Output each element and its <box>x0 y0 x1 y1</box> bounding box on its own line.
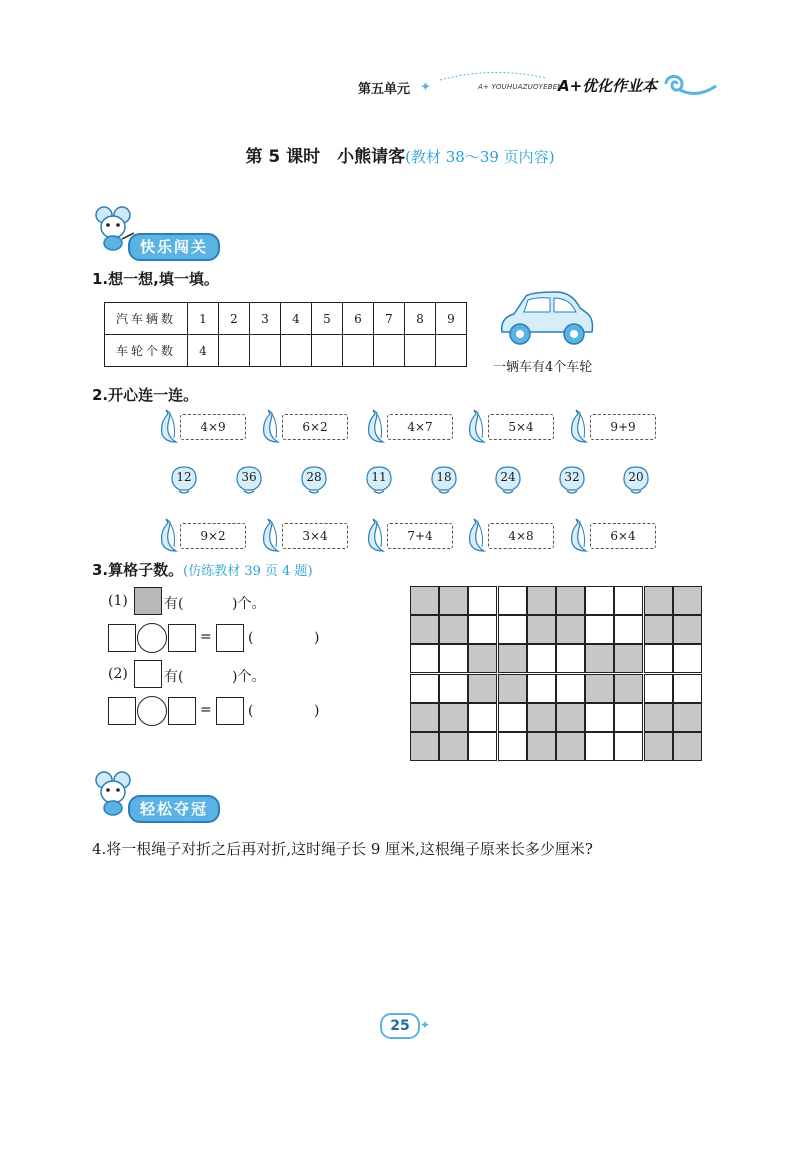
table-cell: 8 <box>405 303 436 335</box>
grid-cell-white <box>614 703 643 732</box>
banana-card[interactable] <box>464 517 554 551</box>
grid-cell-gray <box>644 615 673 644</box>
car-wheel-table <box>104 302 467 367</box>
banana-icon <box>156 517 180 553</box>
grid-cell-gray <box>410 703 439 732</box>
grid-cell-white <box>644 644 673 673</box>
answer-cell[interactable] <box>281 335 312 367</box>
gray-square-sample <box>134 587 162 615</box>
table-cell: 2 <box>219 303 250 335</box>
unit-label: 第五单元 <box>358 82 411 97</box>
banana-expression: 4×8 <box>488 523 554 549</box>
banana-expression: 9+9 <box>590 414 656 440</box>
grid-cell-gray <box>498 644 527 673</box>
table-cell: 9 <box>436 303 467 335</box>
grid-cell-gray <box>439 732 468 761</box>
grid-cell-white <box>585 615 614 644</box>
banana-card[interactable] <box>464 408 554 442</box>
number-bulb[interactable] <box>428 464 460 496</box>
answer-cell[interactable] <box>436 335 467 367</box>
grid-cell-gray <box>673 586 702 615</box>
grid-cell-white <box>585 703 614 732</box>
grid-cell-gray <box>527 732 556 761</box>
table-cell: 6 <box>343 303 374 335</box>
paren-open: ( <box>248 630 254 646</box>
grid-cell-gray <box>644 586 673 615</box>
page-number: 25 <box>380 1013 420 1039</box>
part-2-number: (2) <box>108 666 128 682</box>
table-row <box>105 303 467 335</box>
paren-close: ) <box>314 703 320 719</box>
grid-cell-white <box>498 703 527 732</box>
grid-cell-white <box>585 732 614 761</box>
answer-box[interactable] <box>216 624 244 652</box>
grid-cell-white <box>556 644 585 673</box>
grid-cell-white <box>498 586 527 615</box>
grid-cell-gray <box>439 615 468 644</box>
part-1-suffix: )个。 <box>232 596 266 612</box>
banana-expression: 3×4 <box>282 523 348 549</box>
star-icon: ✦ <box>420 80 431 95</box>
banana-icon <box>363 517 387 553</box>
grid-cell-white <box>614 586 643 615</box>
bulb-number: 18 <box>436 470 452 484</box>
header-dotted-arc <box>438 70 548 82</box>
grid-cell-gray <box>556 732 585 761</box>
banana-card[interactable] <box>363 517 453 551</box>
paren-close: ) <box>314 630 320 646</box>
grid-cell-gray <box>585 674 614 703</box>
grid-cell-gray <box>673 615 702 644</box>
grid-cell-gray <box>673 703 702 732</box>
operator-circle[interactable] <box>137 623 167 653</box>
table-cell: 7 <box>374 303 405 335</box>
grid-cell-gray <box>556 615 585 644</box>
grid-cell-gray <box>614 644 643 673</box>
banana-card[interactable] <box>566 517 656 551</box>
part-2-suffix: )个。 <box>232 669 266 685</box>
part-1-number: (1) <box>108 593 128 609</box>
grid-cell-white <box>468 615 497 644</box>
banana-icon <box>464 517 488 553</box>
number-bulb[interactable] <box>556 464 588 496</box>
grid-cell-white <box>644 674 673 703</box>
bulb-number: 20 <box>628 470 644 484</box>
part-1-has: 有( <box>164 596 184 612</box>
table-cell: 3 <box>250 303 281 335</box>
grid-cell-white <box>439 674 468 703</box>
banana-expression: 9×2 <box>180 523 246 549</box>
star-icon: ✦ <box>420 1018 431 1032</box>
grid-cell-gray <box>439 703 468 732</box>
grid-cell-gray <box>468 674 497 703</box>
car-icon <box>496 288 596 352</box>
grid-cell-gray <box>644 703 673 732</box>
banana-card[interactable] <box>156 408 246 442</box>
grid-cell-gray <box>644 732 673 761</box>
grid-cell-gray <box>673 732 702 761</box>
grid-cell-white <box>410 674 439 703</box>
answer-box[interactable] <box>108 697 136 725</box>
answer-cell[interactable] <box>343 335 374 367</box>
grid-cell-white <box>673 674 702 703</box>
banana-icon <box>464 408 488 444</box>
banana-expression: 6×2 <box>282 414 348 440</box>
brand-title: A+优化作业本 <box>558 77 658 95</box>
answer-cell[interactable] <box>250 335 281 367</box>
lesson-ref: (教材 38～39 页内容) <box>405 148 555 166</box>
grid-cell-white <box>498 732 527 761</box>
number-bulb[interactable] <box>298 464 330 496</box>
equals-sign: = <box>200 702 212 718</box>
grid-cell-white <box>410 644 439 673</box>
grid-cell-gray <box>410 586 439 615</box>
grid-cell-white <box>439 644 468 673</box>
grid-cell-gray <box>556 703 585 732</box>
banana-expression: 5×4 <box>488 414 554 440</box>
grid-cell-white <box>468 586 497 615</box>
operator-circle[interactable] <box>137 696 167 726</box>
grid-cell-gray <box>527 703 556 732</box>
bulb-number: 24 <box>500 470 516 484</box>
lesson-title-text: 第 5 课时 小熊请客 <box>245 147 406 167</box>
question-3-text: 3.算格子数。 <box>92 561 184 579</box>
answer-cell[interactable] <box>405 335 436 367</box>
grid-cell-gray <box>614 674 643 703</box>
equals-sign: = <box>200 629 212 645</box>
grid-cell-white <box>468 732 497 761</box>
bulb-number: 11 <box>371 470 387 484</box>
series-subtitle: A+ YOUHUAZUOYEBEN <box>478 83 563 91</box>
grid-cell-gray <box>498 674 527 703</box>
grid-cell-white <box>527 674 556 703</box>
banana-expression: 7+4 <box>387 523 453 549</box>
bulb-number: 28 <box>306 470 322 484</box>
banana-icon <box>566 408 590 444</box>
bulb-number: 12 <box>176 470 192 484</box>
table-cell: 5 <box>312 303 343 335</box>
grid-cell-gray <box>410 615 439 644</box>
banana-card[interactable] <box>566 408 656 442</box>
banana-card[interactable] <box>156 517 246 551</box>
white-square-sample <box>134 660 162 688</box>
answer-box[interactable] <box>108 624 136 652</box>
bulb-number: 32 <box>564 470 580 484</box>
grid-cell-white <box>527 644 556 673</box>
banana-expression: 4×7 <box>387 414 453 440</box>
banana-expression: 4×9 <box>180 414 246 440</box>
banana-icon <box>566 517 590 553</box>
question-3-label <box>92 559 313 580</box>
banana-card[interactable] <box>258 517 348 551</box>
banana-card[interactable] <box>258 408 348 442</box>
swirl-icon <box>658 72 718 98</box>
table-cell: 4 <box>188 335 219 367</box>
grid-cell-gray <box>527 586 556 615</box>
banana-icon <box>258 408 282 444</box>
paren-open: ( <box>248 703 254 719</box>
grid-cell-gray <box>527 615 556 644</box>
question-2-label: 2.开心连一连。 <box>92 386 199 404</box>
banana-icon <box>156 408 180 444</box>
grid-cell-gray <box>468 644 497 673</box>
section-badge-happy: 快乐闯关 <box>128 233 220 261</box>
table-header-cars: 汽车辆数 <box>105 303 188 335</box>
grid-cell-gray <box>439 586 468 615</box>
grid-cell-white <box>614 615 643 644</box>
question-4-label: 4.将一根绳子对折之后再对折,这时绳子长 9 厘米,这根绳子原来长多少厘米? <box>92 840 593 858</box>
answer-cell[interactable] <box>312 335 343 367</box>
number-bulb[interactable] <box>168 464 200 496</box>
part-2-has: 有( <box>164 669 184 685</box>
grid-cell-gray <box>585 644 614 673</box>
grid-cell-gray <box>556 586 585 615</box>
question-3-ref: (仿练教材 39 页 4 题) <box>183 564 313 579</box>
grid-cell-white <box>614 732 643 761</box>
banana-expression: 6×4 <box>590 523 656 549</box>
number-bulb[interactable] <box>620 464 652 496</box>
grid-cell-white <box>468 703 497 732</box>
answer-box[interactable] <box>168 624 196 652</box>
answer-cell[interactable] <box>374 335 405 367</box>
banana-icon <box>258 517 282 553</box>
answer-box[interactable] <box>216 697 244 725</box>
section-badge-easy: 轻松夺冠 <box>128 795 220 823</box>
table-row <box>105 335 467 367</box>
grid-cell-white <box>498 615 527 644</box>
lesson-title <box>0 142 800 167</box>
number-bulb[interactable] <box>233 464 265 496</box>
banana-card[interactable] <box>363 408 453 442</box>
grid-cell-gray <box>410 732 439 761</box>
grid-cell-white <box>585 586 614 615</box>
question-1-label: 1.想一想,填一填。 <box>92 270 219 288</box>
bulb-number: 36 <box>241 470 257 484</box>
grid-cell-white <box>673 644 702 673</box>
answer-box[interactable] <box>168 697 196 725</box>
banana-icon <box>363 408 387 444</box>
table-cell: 4 <box>281 303 312 335</box>
number-bulb[interactable] <box>363 464 395 496</box>
number-bulb[interactable] <box>492 464 524 496</box>
grid-cell-white <box>556 674 585 703</box>
answer-cell[interactable] <box>219 335 250 367</box>
table-cell: 1 <box>188 303 219 335</box>
table-header-wheels: 车轮个数 <box>105 335 188 367</box>
car-caption: 一辆车有4个车轮 <box>493 360 593 375</box>
